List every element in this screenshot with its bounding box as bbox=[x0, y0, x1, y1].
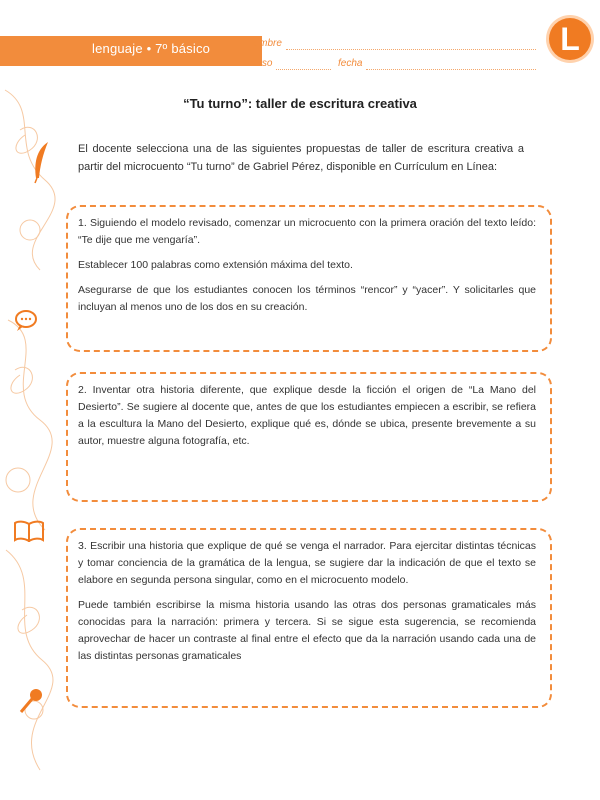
nombre-line[interactable] bbox=[286, 49, 536, 50]
microphone-icon bbox=[18, 688, 44, 716]
fecha-line[interactable] bbox=[366, 69, 536, 70]
nombre-label: nombre bbox=[248, 38, 282, 49]
lenguaje-logo: L bbox=[549, 18, 591, 60]
proposal-1-paragraph-1: 1. Siguiendo el modelo revisado, comenzar un microcuento con la primera oración del texto leído: “Te dije que me vengaría”. bbox=[78, 217, 536, 246]
fecha-label: fecha bbox=[338, 58, 363, 69]
book-icon bbox=[14, 520, 44, 542]
curso-line[interactable] bbox=[276, 69, 331, 70]
quill-icon bbox=[30, 140, 52, 184]
proposal-2-paragraph-1: 2. Inventar otra historia diferente, que explique desde la ficción el origen de “La Mano del Desierto”. Se sugiere al docente que, antes de que los estudiantes empiecen a escribir, se refiera a la escultura la Mano del Desierto, explique qué es, dónde se ubica, presente brevemente a su autor, muestre alguna fotografía, etc. bbox=[78, 384, 536, 447]
proposal-1-paragraph-3: Asegurarse de que los estudiantes conocen los términos “rencor” y “yacer”. Y solicitarles que incluyan al menos uno de los dos en su creación. bbox=[78, 284, 536, 313]
intro-paragraph: El docente selecciona una de las siguientes propuestas de taller de escritura creativa a partir del microcuento “Tu turno” de Gabriel Pérez, disponible en Currículum en Línea: bbox=[78, 143, 524, 173]
document-title: “Tu turno”: taller de escritura creativa bbox=[183, 96, 417, 111]
proposal-1-paragraph-2: Establecer 100 palabras como extensión máxima del texto. bbox=[78, 259, 353, 271]
proposal-box-3 bbox=[66, 528, 552, 708]
proposal-box-2 bbox=[66, 372, 552, 502]
curso-label: curso bbox=[248, 58, 273, 69]
speech-bubble-icon bbox=[14, 310, 38, 332]
proposal-3-paragraph-1: 3. Escribir una historia que explique de qué se venga el narrador. Para ejercitar distintas técnicas y tomar conciencia de la gramática de la lengua, se sugiere dar la indicación de que el texto se elabore en segunda persona singular, como en el microcuento modelo. bbox=[78, 540, 536, 586]
proposal-3-paragraph-2: Puede también escribirse la misma historia usando las otras dos personas gramaticales más conocidas para la narración: primera y tercera. Si se sigue esta sugerencia, se recomienda aprovechar de hacer un contraste al final entre el efecto que da la narración usando cada una de las distintas personas gramaticales bbox=[78, 599, 536, 662]
subject-label: lenguaje • 7º básico bbox=[92, 41, 211, 56]
proposal-box-1 bbox=[66, 205, 552, 352]
